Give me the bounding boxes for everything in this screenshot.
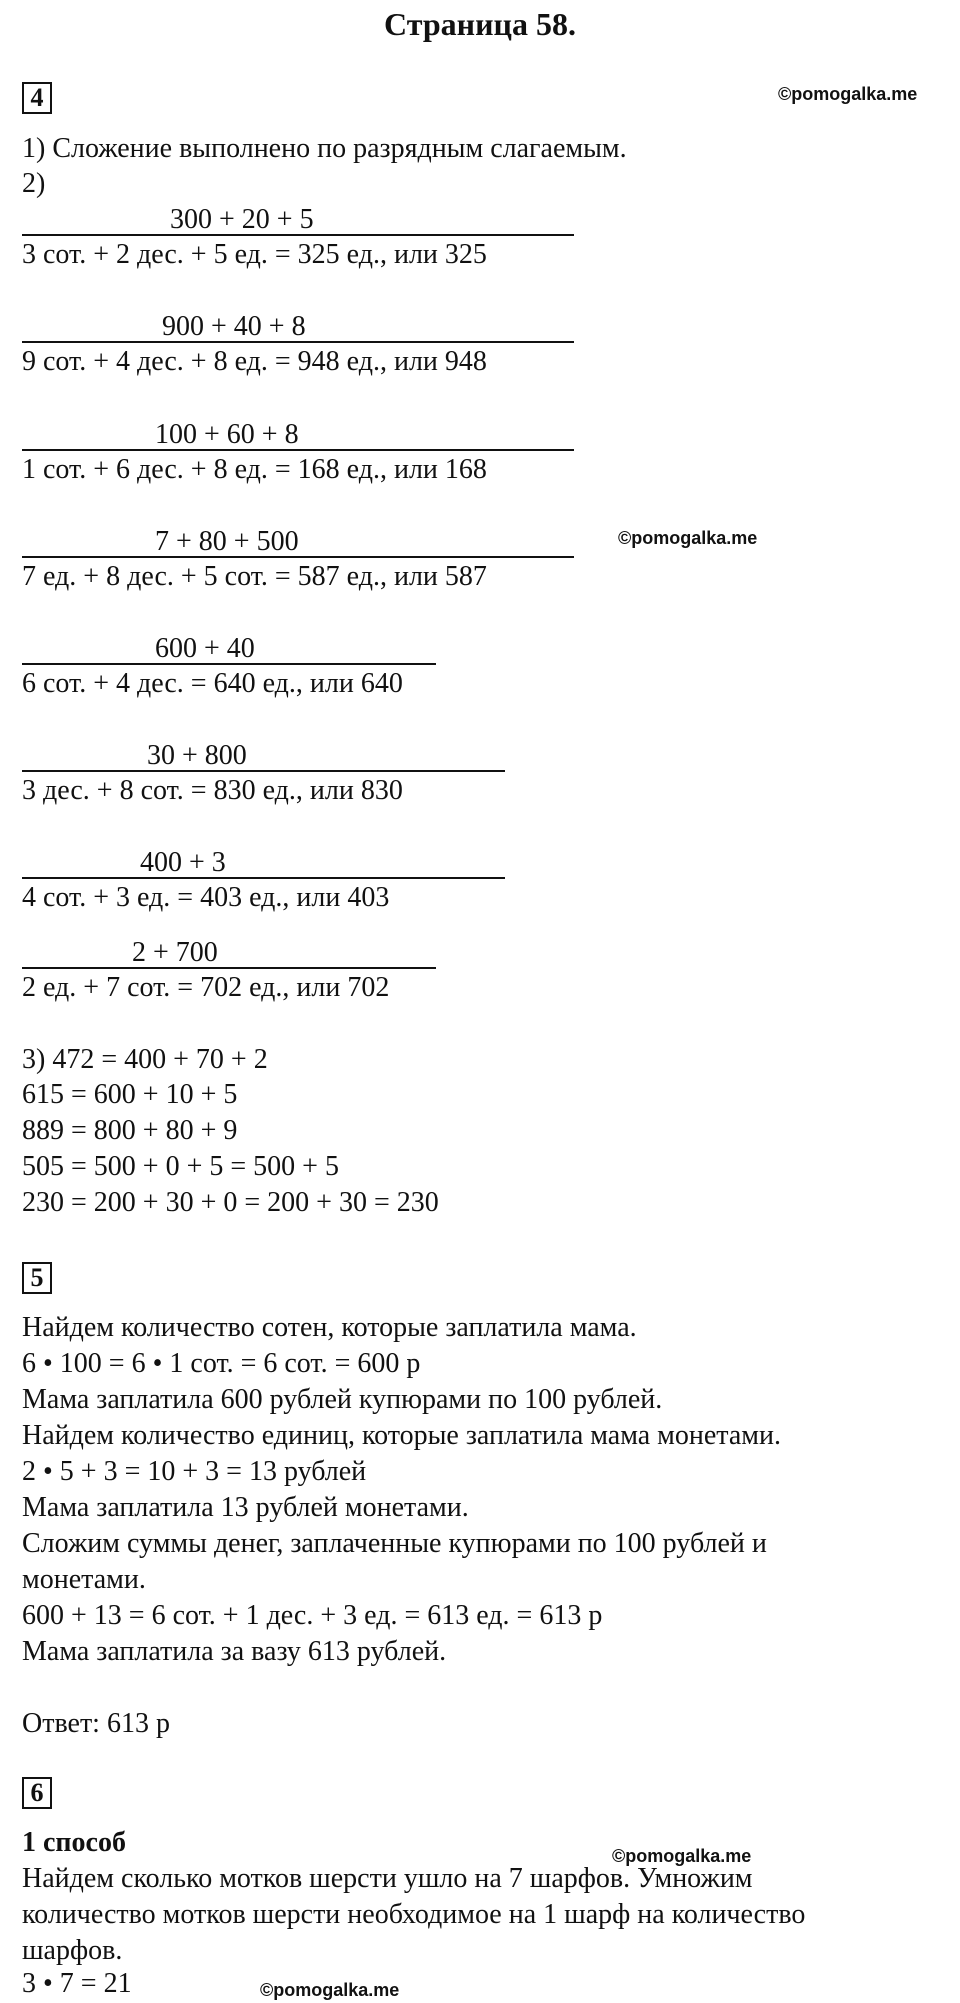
fraction-numerator: 400 + 3 bbox=[140, 847, 226, 878]
fraction-bar bbox=[22, 556, 574, 558]
fraction-denominator: 2 ед. + 7 сот. = 702 ед., или 702 bbox=[22, 972, 390, 1003]
fraction-numerator: 7 + 80 + 500 bbox=[155, 526, 299, 557]
task5-line: Найдем количество единиц, которые заплатила мама монетами. bbox=[22, 1420, 782, 1451]
task6-line: 3 • 7 = 21 bbox=[22, 1968, 132, 1999]
page-title: Страница 58. bbox=[384, 6, 576, 42]
task5-answer: Ответ: 613 р bbox=[22, 1708, 170, 1739]
watermark: ©pomogalka.me bbox=[612, 1846, 752, 1866]
fraction-numerator: 300 + 20 + 5 bbox=[170, 204, 314, 235]
fraction-bar bbox=[22, 770, 505, 772]
task-number-6: 6 bbox=[22, 1777, 52, 1809]
fraction-numerator: 900 + 40 + 8 bbox=[162, 311, 306, 342]
fraction-denominator: 3 дес. + 8 сот. = 830 ед., или 830 bbox=[22, 775, 403, 806]
fraction-bar bbox=[22, 234, 574, 236]
fraction-numerator: 100 + 60 + 8 bbox=[155, 419, 299, 450]
task4-part3-line: 230 = 200 + 30 + 0 = 200 + 30 = 230 bbox=[22, 1187, 439, 1218]
fraction-numerator: 600 + 40 bbox=[155, 633, 255, 664]
task5-line: 2 • 5 + 3 = 10 + 3 = 13 рублей bbox=[22, 1456, 367, 1487]
fraction-numerator: 30 + 800 bbox=[147, 740, 247, 771]
task5-line: Мама заплатила 600 рублей купюрами по 100 рублей. bbox=[22, 1384, 663, 1415]
task5-line: Мама заплатила 13 рублей монетами. bbox=[22, 1492, 469, 1523]
task5-line: 600 + 13 = 6 сот. + 1 дес. + 3 ед. = 613 ед. = 613 р bbox=[22, 1600, 603, 1631]
task6-line: количество мотков шерсти необходимое на 1 шарф на количество bbox=[22, 1899, 806, 1930]
fraction-numerator: 2 + 700 bbox=[132, 937, 218, 968]
task5-line: Сложим суммы денег, заплаченные купюрами по 100 рублей и bbox=[22, 1528, 767, 1559]
fraction-bar bbox=[22, 449, 574, 451]
task5-line: Мама заплатила за вазу 613 рублей. bbox=[22, 1636, 447, 1667]
fraction-bar bbox=[22, 341, 574, 343]
task4-part1: 1) Сложение выполнено по разрядным слагаемым. bbox=[22, 133, 627, 164]
fraction-denominator: 7 ед. + 8 дес. + 5 сот. = 587 ед., или 587 bbox=[22, 561, 487, 592]
fraction-denominator: 4 сот. + 3 ед. = 403 ед., или 403 bbox=[22, 882, 390, 913]
task4-part3-line: 505 = 500 + 0 + 5 = 500 + 5 bbox=[22, 1151, 339, 1182]
task-number-4: 4 bbox=[22, 82, 52, 114]
task-number-5: 5 bbox=[22, 1262, 52, 1294]
task4-part3-line: 889 = 800 + 80 + 9 bbox=[22, 1115, 238, 1146]
fraction-denominator: 6 сот. + 4 дес. = 640 ед., или 640 bbox=[22, 668, 403, 699]
task4-part3-line: 3) 472 = 400 + 70 + 2 bbox=[22, 1044, 268, 1075]
task5-line: монетами. bbox=[22, 1564, 146, 1595]
task4-part3-line: 615 = 600 + 10 + 5 bbox=[22, 1079, 238, 1110]
task6-line: Найдем сколько мотков шерсти ушло на 7 шарфов. Умножим bbox=[22, 1863, 753, 1894]
watermark: ©pomogalka.me bbox=[260, 1980, 400, 2000]
watermark: ©pomogalka.me bbox=[618, 528, 758, 548]
task5-line: Найдем количество сотен, которые заплатила мама. bbox=[22, 1312, 637, 1343]
task4-part2-label: 2) bbox=[22, 168, 46, 199]
watermark: ©pomogalka.me bbox=[778, 84, 918, 104]
fraction-denominator: 9 сот. + 4 дес. + 8 ед. = 948 ед., или 948 bbox=[22, 346, 487, 377]
task6-method-heading: 1 способ bbox=[22, 1827, 126, 1858]
task5-line: 6 • 100 = 6 • 1 сот. = 6 сот. = 600 р bbox=[22, 1348, 421, 1379]
fraction-denominator: 1 сот. + 6 дес. + 8 ед. = 168 ед., или 168 bbox=[22, 454, 487, 485]
task6-line: шарфов. bbox=[22, 1935, 123, 1966]
fraction-denominator: 3 сот. + 2 дес. + 5 ед. = 325 ед., или 325 bbox=[22, 239, 487, 270]
fraction-bar bbox=[22, 663, 436, 665]
fraction-bar bbox=[22, 877, 505, 879]
fraction-bar bbox=[22, 967, 436, 969]
